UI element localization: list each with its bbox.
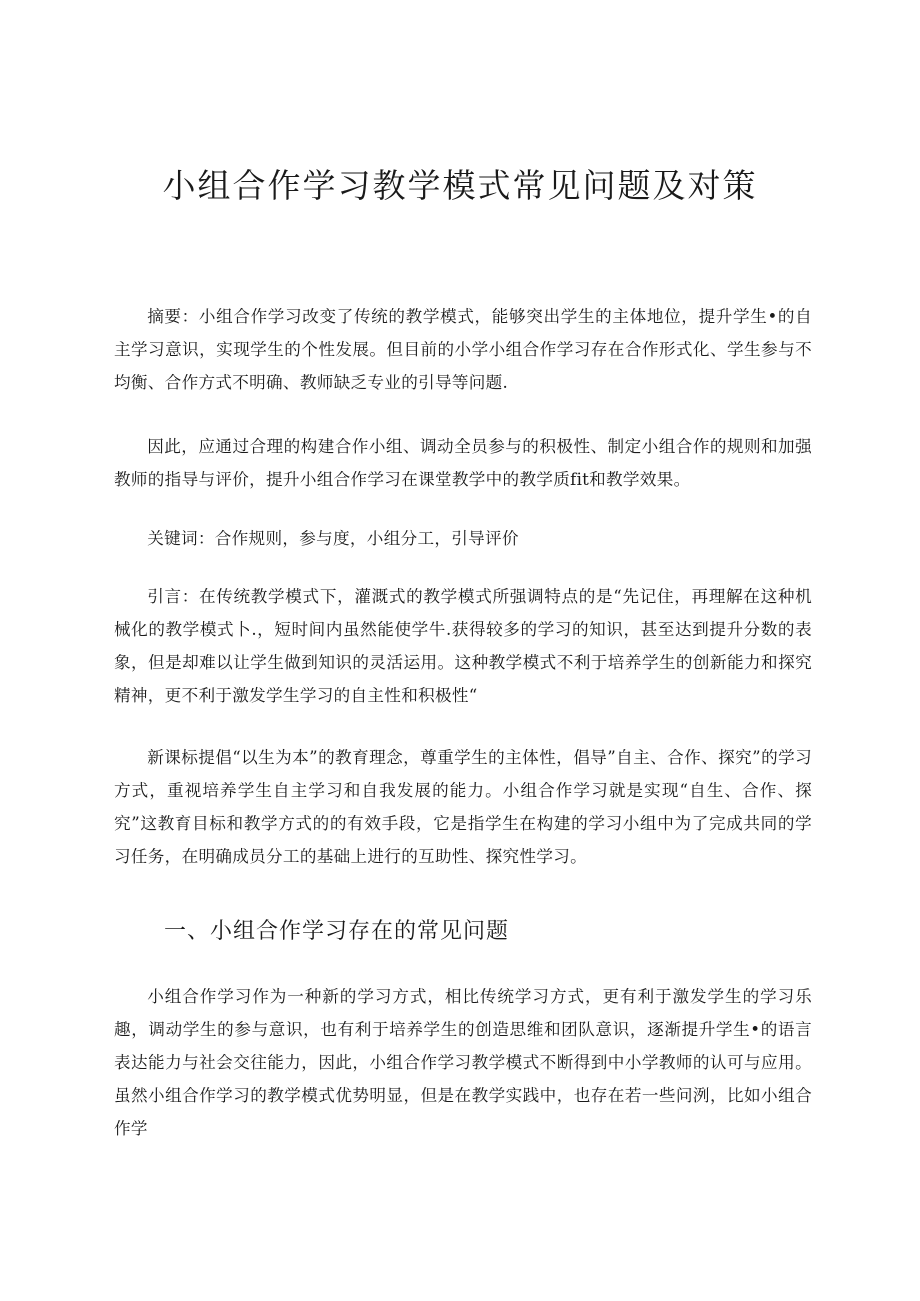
section-heading: 一、小组合作学习存在的常见问题 <box>164 919 510 944</box>
section-body-paragraph: 小组合作学习作为一种新的学习方式，相比传统学习方式，更有利于激发学生的学习乐趣，调动学生的参与意识，也有利于培养学生的创造思维和团队意识，逐渐提升学生•的语言表达能力与社会交往能力，因此，小组合作学习教学模式不断得到中小学教师的认可与应用。虽然小组合作学习的教学模式优势明显，但是在教学实践中，也存在若一些问洌，比如小组合作学 <box>114 987 812 1138</box>
introduction-paragraph: 引言：在传统教学模式下，灌溉式的教学模式所强调特点的是“先记住，再理解在这种机械化的教学模式卜.，短时间内虽然能使学牛.获得较多的学习的知识，甚至达到提升分数的表象，但是却难以让学生做到知识的灵活运用。这种教学模式不利于培养学生的创新能力和探究精神，更不利于激发学生学习的自主性和积极性“ <box>114 587 812 705</box>
conclusion-paragraph: 因此，应通过合理的构建合作小组、调动全员参与的积极性、制定小组合作的规则和加强教师的指导与评价，提升小组合作学习在课堂教学中的教学质fit和教学效果。 <box>114 437 812 489</box>
new-curriculum-paragraph: 新课标提倡“以生为本”的教育理念，尊重学生的主体性，倡导”自主、合作、探究”的学习方式，重视培养学生自主学习和自我发展的能力。小组合作学习就是实现“自生、合作、探究”这教育目标和教学方式的的有效手段，它是指学生在构建的学习小组中为了完成共同的学习任务，在明确成员分工的基础上进行的互助性、探究性学习。 <box>114 748 812 866</box>
keywords-paragraph: 关键词：合作规则，参与度，小组分工，引导评价 <box>147 529 519 548</box>
abstract-paragraph: 摘要：小组合作学习改变了传统的教学模式，能够突出学生的主体地位，提升学生•的自主学习意识，实现学生的个性发展。但目前的小学小组合作学习存在合作形式化、学生参与不均衡、合作方式不明确、教师缺乏专业的引导等问题. <box>114 307 812 392</box>
document-title: 小组合作学习教学模式常见问题及对策 <box>162 166 758 205</box>
